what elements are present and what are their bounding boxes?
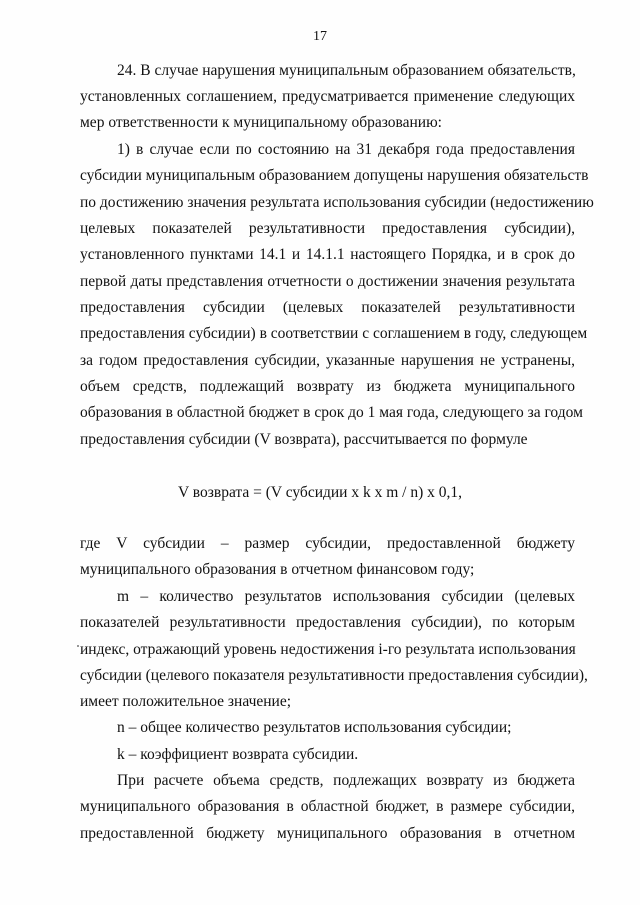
text-line: предоставления субсидии) в соответствии с соглашением в году, следующем <box>80 325 588 342</box>
text-line: субсидии (целевого показателя результативности предоставления субсидии), <box>80 667 588 684</box>
text-line: показателей результативности предоставления субсидии), по которым <box>80 614 575 631</box>
text-line: мер ответственности к муниципальному образованию: <box>80 114 442 131</box>
text-line: субсидии муниципальным образованием допущены нарушения обязательств <box>80 167 589 184</box>
text-line: предоставления субсидии (целевых показателей результативности <box>80 299 575 316</box>
formula: V возврата = (V субсидии x k x m / n) x 0,1, <box>178 484 462 501</box>
text-line: объем средств, подлежащий возврату из бюджета муниципального <box>80 378 575 395</box>
text-line: предоставления субсидии (V возврата), рассчитывается по формуле <box>80 431 528 448</box>
text-line: имеет положительное значение; <box>80 693 292 710</box>
text-line: 1) в случае если по состоянию на 31 декабря года предоставления <box>117 141 575 158</box>
text-line: за годом предоставления субсидии, указанные нарушения не устранены, <box>80 352 575 369</box>
text-line: муниципального образования в областной бюджет, в размере субсидии, <box>80 798 575 815</box>
text-line: установленных соглашением, предусматривается применение следующих <box>80 88 575 105</box>
text-line: k – коэффициент возврата субсидии. <box>117 746 359 763</box>
page-number: 17 <box>313 29 327 44</box>
text-line: m – количество результатов использования субсидии (целевых <box>117 588 575 605</box>
text-line: n – общее количество результатов использования субсидии; <box>117 719 512 736</box>
text-line: по достижению значения результата использования субсидии (недостижению <box>80 194 594 211</box>
text-line: индекс, отражающий уровень недостижения i-го результата использования <box>80 641 576 658</box>
text-line: образования в областной бюджет в срок до 1 мая года, следующего за годом <box>80 404 583 421</box>
text-line: первой даты представления отчетности о достижении значения результата <box>80 273 575 290</box>
text-line: При расчете объема средств, подлежащих возврату из бюджета <box>117 772 575 789</box>
scan-speck <box>77 645 79 647</box>
text-line: установленного пунктами 14.1 и 14.1.1 настоящего Порядка, и в срок до <box>80 246 575 263</box>
text-line: где V субсидии – размер субсидии, предоставленной бюджету <box>80 535 575 552</box>
text-line: 24. В случае нарушения муниципальным образованием обязательств, <box>117 62 576 79</box>
text-line: муниципального образования в отчетном финансовом году; <box>80 561 475 578</box>
text-line: предоставленной бюджету муниципального образования в отчетном <box>80 825 575 842</box>
text-line: целевых показателей результативности предоставления субсидии), <box>80 220 575 237</box>
